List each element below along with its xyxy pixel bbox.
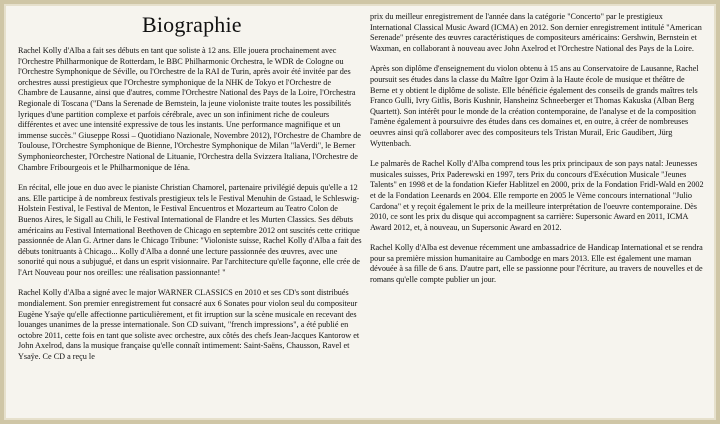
left-column — [18, 46, 362, 373]
right-column — [370, 12, 706, 296]
paragraph-recordings: Rachel Kolly d'Alba a signé avec le major WARNER CLASSICS en 2010 et ses CD's sont distribués mondialement. Son premier enregistrement fut consacré aux 6 Sonates pour violon seul du compositeur Eugène Ysaÿe qu'elle affectionne particulièrement, et fit irruption sur la scène musicale en recevant des louanges unanimes de la presse internationale. Son CD suivant, "french impressions", a été publié en octobre 2011, cette fois en tant que soliste avec orchestre, aux côtés des chefs Jean-Jacques Kantorow et John Axelrod, dans la musique française qu'elle connaît intimement: Saint-Saëns, Chausson, Ravel et Ysaÿe. Ce CD a reçu le — [18, 288, 360, 362]
paragraph-palmares: Le palmarès de Rachel Kolly d'Alba comprend tous les prix principaux de son pays natal: Jeunesses musicales suisses, Prix Paderewski en 1997, ters Prix du concours d'Exécution Musicale "Jeunes Talents" en 1998 et de la fondation Kiefer Hablitzel en 2000, prix de la Fondation Fridl-Wald en 2002 et de la Fondation Leenards en 2004. Elle remporte en 2005 le Vème concours international "Julio Cardona" et y reçoit également le prix de la meilleure interprétation de l'oeuvre contemporaine. Dès 2010, ce sont les prix du disque qui accompagnent sa carrière: Supersonic Award en 2011, ICMA Award 2012, et, à nouveau, un Supersonic Award en 2012. — [370, 159, 704, 232]
paragraph-awards-cd: prix du meilleur enregistrement de l'année dans la catégorie "Concerto" par le prestigieux International Classical Music Award (ICMA) en 2012. Son dernier enregistrement intitulé "American Serenade" présente des œuvres caractéristiques de compositeurs américains: Gershwin, Bernstein et Waxman, en collaborant à nouveau avec John Axelrod et l'Orchestre National des Pays de la Loire. — [370, 12, 702, 53]
paragraph-education: Après son diplôme d'enseignement du violon obtenu à 15 ans au Conservatoire de Lausanne, Rachel poursuit ses études dans la classe du Maître Igor Ozim à la Haute école de musique et théâtre de Berne et y obtient le diplôme de soliste. Elle bénéficie également des conseils de grands maîtres tels Franco Gulli, Ivry Gitlis, Boris Kushnir, Hansheinz Schneeberger et Thomas Kakuska (Alban Berg Quartett). Son intérêt pour le monde de la création contemporaine, de l'analyse et de la composition l'amène également à poursuivre des études dans ces domaines et, en outre, à créer de nombreuses oeuvres ainsi qu'à collaborer avec des compositeurs tels Tristan Murail, Eric Gaudibert, Jürg Wyttenbach. — [370, 64, 699, 148]
paragraph-orchestras: Rachel Kolly d'Alba a fait ses débuts en tant que soliste à 12 ans. Elle jouera prochainement avec l'Orchestre Philharmonique de Rotterdam, le BBC Philharmonic Orchestra, le WDR de Cologne ou l'Orchestre Symphonique de Séville, ou l'Orchestre de la RAI de Turin, après avoir été invitée par des orchestres aussi prestigieux que l'Orchestre symphonique de la NHK de Tokyo et l'Orchestre de Chambre de Lausanne, ainsi que d'autres, comme l'Orchestre National des Pays de la Loire, l'Orchestra Regionale di Toscana ("Dans la Serenade de Bernstein, la jeune violoniste traite toutes les possibilités lyriques d'une partition complexe et parfois cérébrale, avec un son infiniment riche de couleurs différentes et avec une intensité expressive de tous les instants. Une performance magnifique et un immense succès." Giuseppe Rossi – Quotidiano Nazionale, Novembre 2012), l'Orchestre de Chambre de Toulouse, l'Orchestre Symphonique de Bienne, l'Orchestre Symphonique de Milan "laVerdi", le Berner Symphonieorchester, l'Orchestre National de Lituanie, l'Orchestra della Svizzera Italiana, l'Orchestre de Chambre Fribourgeois et le Philharmonique de Iéna. — [18, 46, 361, 172]
paragraph-humanitarian: Rachel Kolly d'Alba est devenue récemment une ambassadrice de Handicap International et se rendra pour sa première mission humanitaire au Cambodge en mars 2013. Elle est également une maman dévouée à sa fille de 6 ans. D'autre part, elle se passionne pour l'écriture, au travers de nouvelles et de romans qu'elle compte publier un jour. — [370, 243, 703, 285]
paragraph-recitals: En récital, elle joue en duo avec le pianiste Christian Chamorel, partenaire privilégié depuis qu'elle a 12 ans. Elle participe à de nombreux festivals prestigieux tels le Festival Menuhin de Gstaad, le Schleswig-Holstein Festival, le Festival de Menton, le Festival Encuentros et Mozarteum au Teatro Colon de Buenos Aires, le Sigall au Chili, le Festival International de Flandre et les Murten Classics. Ses débuts américains au Festival International Beethoven de Chicago en septembre 2012 ont suscités cette critique passionnée de Alan G. Artner dans le Chicago Tribune: "Violoniste suisse, Rachel Kolly d'Alba a fait des débuts tonitruants à Chicago... Kolly d'Alba a donné une lecture passionnée des œuvres, avec une sonorité qui nous a subjugué, et dans un esprit visionnaire. Par l'architecture qu'elle façonne, elle crée de l'Art Nouveau pour nos oreilles: une réalisation passionnante! " — [18, 183, 362, 277]
page-title: Biographie — [142, 12, 242, 37]
